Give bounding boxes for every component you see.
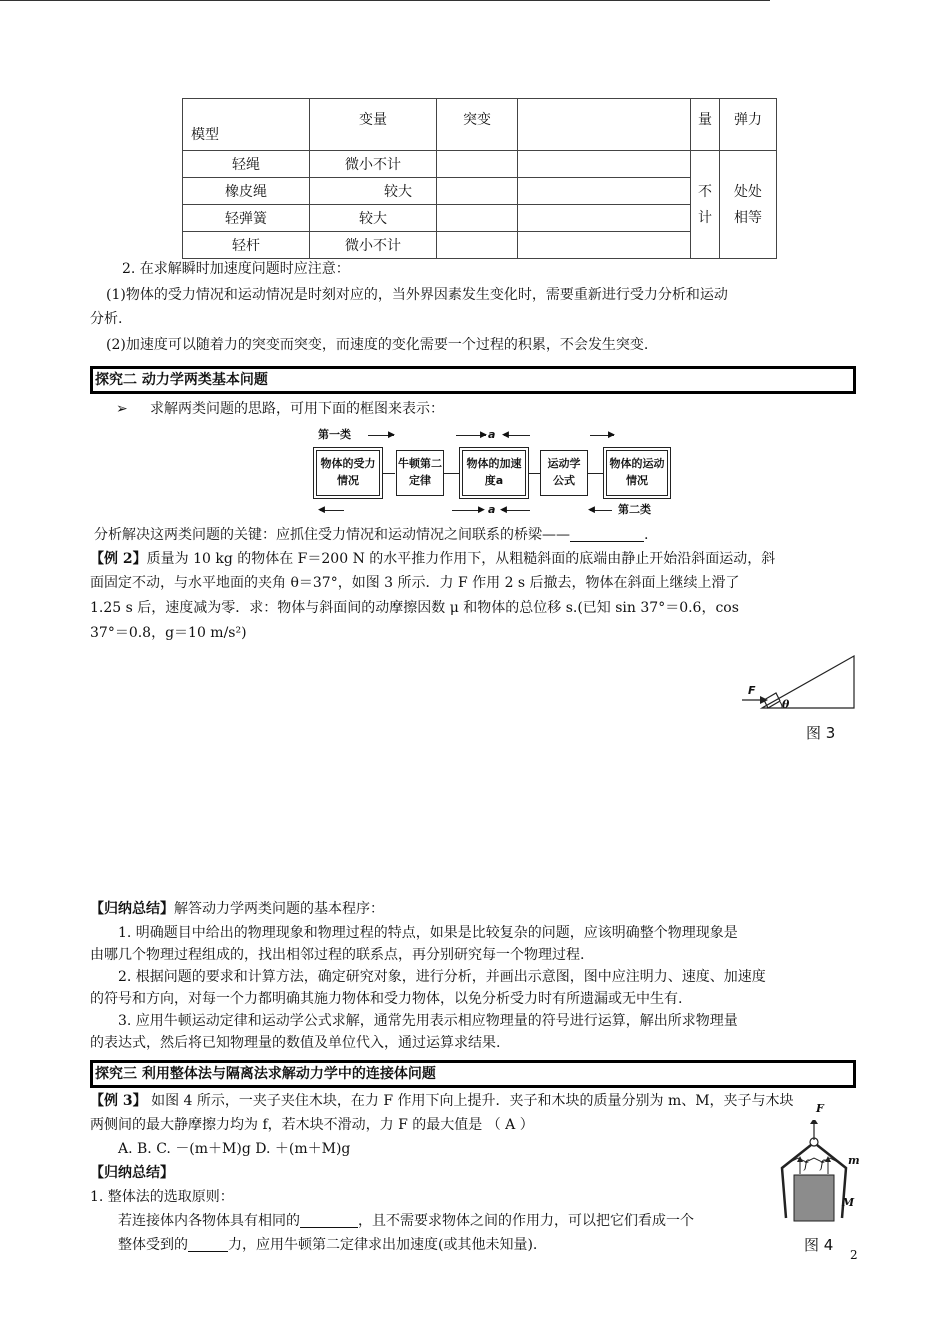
example3-line1: 【例 3】 如图 4 所示，一夹子夹住木块，在力 F 作用下向上提升．夹子和木块的质量分别为 m、M，夹子与木块 (90, 1093, 794, 1109)
table-cell (437, 178, 518, 205)
example3-line2: 两侧间的最大静摩擦力均为 f，若木块不滑动，力 F 的最大值是 （ A ） (90, 1117, 534, 1133)
example3-options: A. B. C. －(m＋M)g D. ＋(m＋M)g (118, 1141, 351, 1157)
table-cell (518, 232, 691, 259)
key-bridge-text: 分析解决这两类问题的关键：应抓住受力情况和运动情况之间联系的桥梁—— . (94, 527, 649, 543)
table-header-sudden: 突变 (437, 99, 518, 151)
table-cell (518, 205, 691, 232)
summary2-heading: 【归纳总结】 (90, 1165, 174, 1181)
flow-box-motion: 物体的运动情况 (606, 450, 668, 496)
page-number: 2 (850, 1248, 858, 1262)
example2-line1: 【例 2】质量为 10 kg 的物体在 F＝200 N 的水平推力作用下，从粗糙斜面的底端由静止开始沿斜面运动，斜 (90, 551, 776, 567)
rule1-line2: 整体受到的 力，应用牛顿第二定律求出加速度(或其他未知量). (118, 1237, 538, 1253)
flow-arrowhead: ▶ (608, 430, 615, 440)
section2-bullet: 求解两类问题的思路，可用下面的框图来表示： (150, 401, 444, 417)
flow-arrowhead: ◀ (318, 505, 325, 515)
figure3-theta-label: θ (782, 698, 790, 711)
table-header-elastic: 弹力 (720, 99, 777, 151)
flow-connector (444, 473, 460, 474)
summary1-p2-cont: 的符号和方向，对每一个力都明确其施力物体和受力物体，以免分析受力时有所遗漏或无中生有. (90, 991, 683, 1007)
model-table (182, 98, 777, 259)
flow-box-newton: 牛顿第二定律 (396, 450, 444, 496)
figure4-friction-label-right: f (820, 1158, 825, 1171)
flow-label-a-top: a (488, 428, 496, 441)
example2-line4: 37°＝0.8，g＝10 m/s²) (90, 625, 247, 641)
note2-title: 2. 在求解瞬时加速度问题时应注意： (122, 261, 350, 277)
summary1-p3: 3. 应用牛顿运动定律和运动学公式求解，通常先用表示相应物理量的符号进行运算，解出所求物理量 (118, 1013, 738, 1029)
summary1-p3-cont: 的表达式，然后将已知物理量的数值及单位代入，通过运算求结果. (90, 1035, 501, 1051)
summary1-p1-cont: 由哪几个物理过程组成的，找出相邻过程的联系点，再分别研究每一个物理过程. (90, 947, 585, 963)
figure4-friction-label-left: f (804, 1158, 809, 1171)
answer-blank (570, 525, 644, 542)
figure4-caption: 图 4 (804, 1236, 834, 1254)
table-cell (437, 151, 518, 178)
rule1-line1: 若连接体内各物体具有相同的 ，且不需要求物体之间的作用力，可以把它们看成一个 (118, 1213, 694, 1229)
flow-label-type1: 第一类 (318, 428, 351, 441)
table-merged-amount: 不计 (691, 151, 720, 259)
figure4-force-label: F (816, 1102, 824, 1115)
flow-connector (383, 473, 395, 474)
answer-blank (300, 1211, 358, 1228)
table-cell-model: 轻杆 (183, 232, 310, 259)
table-cell (437, 232, 518, 259)
summary1-p2: 2. 根据问题的要求和计算方法，确定研究对象，进行分析，并画出示意图，图中应注明力、速度、加速度 (118, 969, 766, 985)
note2-item1-cont: 分析. (90, 311, 123, 327)
flow-arrowhead: ◀ (502, 430, 509, 440)
flow-arrowhead: ▶ (478, 505, 485, 515)
flow-arrowhead: ◀ (500, 505, 507, 515)
flow-box-acceleration: 物体的加速度a (462, 450, 526, 496)
clamp-spring (790, 1158, 838, 1162)
bullet-arrow: ➢ (116, 401, 128, 417)
figure3-caption: 图 3 (806, 724, 836, 742)
flow-arrowhead: ▶ (480, 430, 487, 440)
flow-connector (528, 473, 540, 474)
example2-line3: 1.25 s 后，速度减为零．求：物体与斜面间的动摩擦因数 μ 和物体的总位移 s.(已知 sin 37°＝0.6，cos (90, 600, 739, 616)
table-cell-variable: 微小不计 (310, 232, 437, 259)
figure4-clamp-mass-label: m (848, 1154, 860, 1167)
flow-arrowhead: ▶ (388, 430, 395, 440)
flow-label-a-bottom: a (488, 503, 496, 516)
table-cell (518, 151, 691, 178)
table-cell (437, 205, 518, 232)
figure3-incline (740, 650, 860, 710)
section3-heading: 探究三 利用整体法与隔离法求解动力学中的连接体问题 (90, 1060, 856, 1088)
flow-connector (588, 473, 604, 474)
table-cell-model: 轻弹簧 (183, 205, 310, 232)
incline-triangle (762, 656, 854, 708)
answer-blank (188, 1235, 228, 1252)
header-rule (0, 0, 770, 1)
force-arrowhead (810, 1120, 818, 1124)
table-header-model: 模型 (183, 99, 310, 151)
table-merged-elastic: 处处相等 (720, 151, 777, 259)
rule1-title: 1. 整体法的选取原则： (90, 1189, 234, 1205)
table-header-empty (518, 99, 691, 151)
flow-arrowhead: ◀ (588, 505, 595, 515)
wood-block (794, 1175, 834, 1221)
table-header-amount: 量 (691, 99, 720, 151)
summary1-heading: 【归纳总结】解答动力学两类问题的基本程序： (90, 901, 384, 917)
figure3-force-label: F (748, 684, 756, 697)
section2-heading: 探究二 动力学两类基本问题 (90, 366, 856, 394)
note2-item2: (2)加速度可以随着力的突变而突变，而速度的变化需要一个过程的积累，不会发生突变. (106, 337, 649, 353)
example2-line2: 面固定不动，与水平地面的夹角 θ＝37°，如图 3 所示．力 F 作用 2 s 后撤去，物体在斜面上继续上滑了 (90, 575, 740, 591)
figure4-clamp (776, 1120, 855, 1224)
table-cell-variable: 微小不计 (310, 151, 437, 178)
summary1-p1: 1. 明确题目中给出的物理现象和物理过程的特点，如果是比较复杂的问题，应该明确整个物理现象是 (118, 925, 738, 941)
table-cell-variable: 较大 (310, 178, 437, 205)
table-cell-model: 轻绳 (183, 151, 310, 178)
flow-box-force: 物体的受力情况 (316, 450, 380, 496)
table-cell (518, 178, 691, 205)
figure4-block-mass-label: M (842, 1196, 855, 1209)
table-header-variable: 变量 (310, 99, 437, 151)
flow-box-kinematics: 运动学公式 (540, 450, 588, 496)
table-cell-model: 橡皮绳 (183, 178, 310, 205)
note2-item1: (1)物体的受力情况和运动情况是时刻对应的，当外界因素发生变化时，需要重新进行受力分析和运动 (106, 287, 728, 303)
flow-label-type2: 第二类 (618, 503, 651, 516)
table-cell-variable: 较大 (310, 205, 437, 232)
